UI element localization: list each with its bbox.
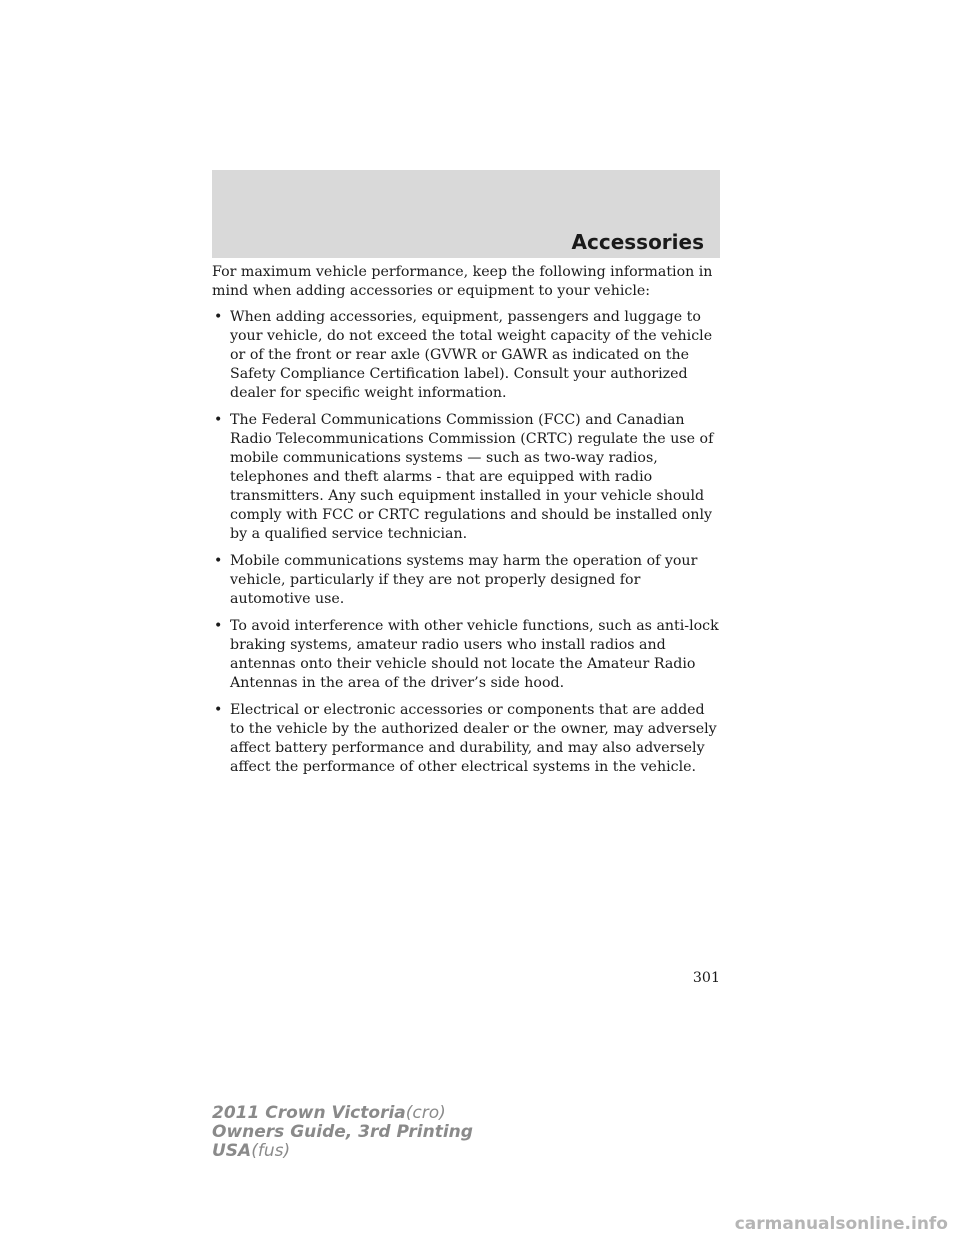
bullet-icon: •: [214, 553, 223, 569]
footer-line-market: [212, 1142, 473, 1161]
section-title: Accessories: [571, 230, 704, 254]
bullet-icon: •: [214, 309, 223, 325]
section-header-band: [212, 170, 720, 258]
list-item: [212, 701, 720, 777]
bullet-text: To avoid interference with other vehicle functions, such as anti-lock braking systems, amateur radio users who install radios and antennas onto their vehicle should not locate the Amateur Radio Antennas in the area of the driver’s side hood.: [230, 618, 719, 691]
list-item: [212, 552, 720, 609]
footer-market-code: (fus): [251, 1141, 291, 1161]
footer-model-name: 2011 Crown Victoria: [212, 1103, 406, 1123]
bullet-text: Electrical or electronic accessories or components that are added to the vehicle by the authorized dealer or the owner, may adversely affect battery performance and durability, and may also adversely affect the performance of other electrical systems in the vehicle.: [230, 702, 717, 775]
footer-line-edition: Owners Guide, 3rd Printing: [212, 1122, 473, 1142]
footer-market-name: USA: [212, 1141, 252, 1161]
bullet-text: When adding accessories, equipment, passengers and luggage to your vehicle, do not exceed the total weight capacity of the vehicle or of the front or rear axle (GVWR or GAWR as indicated on the Safety Compliance Certification label). Consult your authorized dealer for specific weight information.: [230, 309, 713, 401]
bullet-icon: •: [214, 412, 223, 428]
bullet-icon: •: [214, 618, 223, 634]
footer-model-code: (cro): [405, 1103, 446, 1123]
intro-paragraph: For maximum vehicle performance, keep the following information in mind when adding accessories or equipment to your vehicle:: [212, 264, 713, 299]
bullet-text: The Federal Communications Commission (FCC) and Canadian Radio Telecommunications Commission (CRTC) regulate the use of mobile communications systems — such as two-way radios, telephones and theft alarms - that are equipped with radio transmitters. Any such equipment installed in your vehicle should comply with FCC or CRTC regulations and should be installed only by a qualified service technician.: [230, 412, 714, 542]
list-item: [212, 411, 720, 544]
page-number: 301: [692, 970, 720, 986]
bullet-list: [212, 308, 720, 777]
document-footer: [212, 1104, 473, 1161]
watermark-text: carmanualsonline.info: [734, 1214, 948, 1234]
footer-line-model: [212, 1104, 473, 1123]
page-content: [212, 263, 720, 785]
bullet-icon: •: [214, 702, 223, 718]
bullet-text: Mobile communications systems may harm the operation of your vehicle, particularly if they are not properly designed for automotive use.: [230, 553, 698, 607]
list-item: [212, 617, 720, 693]
list-item: [212, 308, 720, 403]
